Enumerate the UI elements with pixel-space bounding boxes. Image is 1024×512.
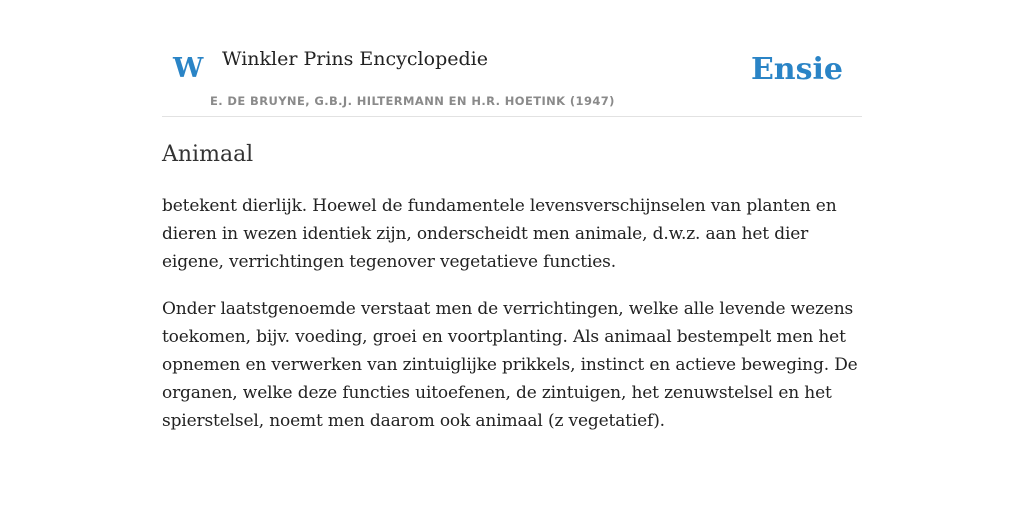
article-paragraph: Onder laatstgenoemde verstaat men de verrichtingen, welke alle levende wezens toekomen, bijv. voeding, groei en voortplanting. Als animaal bestempelt men het opnemen en verwerken van zintuiglijke prikkels, instinct en actieve beweging. De organen, welke deze functies uitoefenen, de zintuigen, het zenuwstelsel en het spierstelsel, noemt men daarom ook animaal (z vegetatief). (162, 299, 858, 431)
encyclopedia-authors: E. DE BRUYNE, G.B.J. HILTERMANN EN H.R. HOETINK (1947) (210, 94, 615, 108)
winkler-prins-logo[interactable]: W (173, 53, 204, 84)
encyclopedia-title[interactable]: Winkler Prins Encyclopedie (222, 48, 488, 70)
article-body (162, 192, 862, 454)
article-title: Animaal (162, 142, 254, 167)
ensie-logo-link[interactable]: Ensie (750, 52, 843, 87)
encyclopedia-header (162, 0, 862, 117)
article-paragraph: betekent dierlijk. Hoewel de fundamentele levensverschijnselen van planten en dieren in wezen identiek zijn, onderscheidt men animale, d.w.z. aan het dier eigene, verrichtingen tegenover vegetatieve functies. (162, 196, 837, 272)
